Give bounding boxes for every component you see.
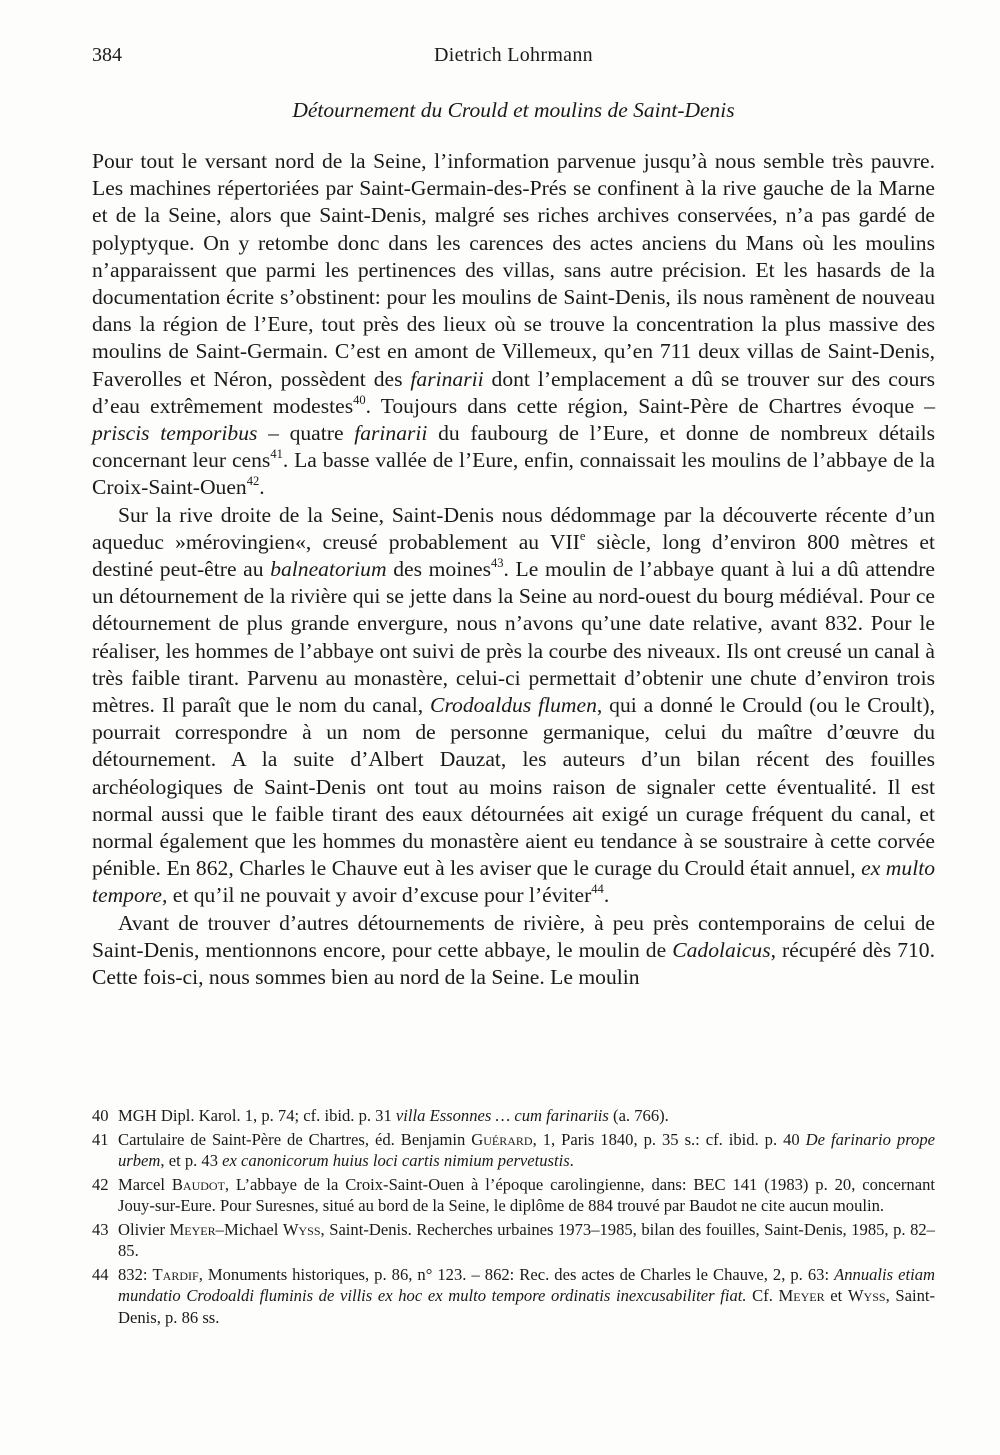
- footnote-44: [92, 1264, 935, 1329]
- footnote-number: 41: [92, 1129, 109, 1149]
- text-span: MGH Dipl. Karol. 1, p. 74; cf. ibid. p. 31: [118, 1106, 396, 1125]
- author-name: Meyer: [778, 1286, 825, 1305]
- text-span: , et p. 43: [160, 1151, 223, 1170]
- author-name: Guérard: [471, 1129, 533, 1149]
- ordinal-superscript: e: [579, 528, 586, 543]
- footnote-40: [92, 1105, 935, 1127]
- footnote-42: [92, 1174, 935, 1217]
- footnote-number: 43: [92, 1219, 109, 1239]
- footnote-text: [118, 1219, 935, 1262]
- text-span: du faubourg de l’Eure, et donne de nombreux détails concernant leur cens: [92, 421, 935, 473]
- text-span: Cartulaire de Saint-Père de Chartres, éd. Benjamin: [118, 1129, 472, 1149]
- text-span: .: [259, 475, 265, 500]
- italic-term: De farinario prope urbem: [118, 1129, 935, 1170]
- text-span: , Monuments historiques, p. 86, n° 123. – 862: Rec. des actes de Charles le Chauve, 2, p. 63:: [198, 1264, 835, 1284]
- italic-term: Cadolaicus: [672, 937, 771, 962]
- text-span: .: [569, 1151, 574, 1170]
- text-span: (a. 766).: [608, 1106, 669, 1125]
- page-number: 384: [92, 44, 122, 66]
- text-span: Marcel: [118, 1174, 172, 1194]
- text-span: Avant de trouver d’autres détournements de rivière, à peu près contemporains de celui de Saint-Denis, mentionnons encore, pour cette abbaye, le moulin de: [92, 910, 935, 962]
- text-span: , Saint-Denis. Recherches urbaines 1973–1985, bilan des fouilles, Saint-Denis, 1985, p. 82–85.: [118, 1219, 935, 1260]
- footnote-number: 42: [92, 1174, 109, 1194]
- text-span: et qu’il ne pouvait y avoir d’excuse pour l’éviter: [167, 883, 592, 908]
- author-name: Wyss: [847, 1286, 886, 1305]
- author-name: Baudot: [171, 1174, 225, 1194]
- italic-term: Annualis etiam mundatio Crodoaldi fluminis de villis ex hoc ex multo tempore ordinatis inexcusabiliter fiat.: [118, 1264, 935, 1305]
- footnote-text: [118, 1174, 935, 1217]
- footnotes: [92, 1105, 935, 1330]
- footnote-text: [118, 1105, 935, 1127]
- text-span: . Le moulin de l’abbaye quant à lui a dû attendre un détournement de la rivière qui se jette dans la Seine au nord-ouest du bourg médiéval. Pour ce détournement de plus grande envergure, nous n’avons qu’une date relative, avant 832. Pour le réaliser, les hommes de l’abbaye ont suivi de près la courbe des niveaux. Ils ont creusé un canal à très faible tirant. Parvenu au monastère, celui-ci permettait d’obtenir une chute d’environ trois mètres. Il paraît que le nom du canal,: [92, 557, 935, 718]
- running-head-author: Dietrich Lohrmann: [434, 44, 593, 66]
- text-span: , qui a donné le Crould (ou le Croult), pourrait correspondre à un nom de personne germanique, celui du maître d’œuvre du détournement. A la suite d’Albert Dauzat, les auteurs d’un bilan récent des fouilles archéologiques de Saint-Denis ont tout au moins raison de signaler cette éventualité. Il est normal aussi que le faible tirant des eaux détournées ait exigé un curage fréquent du canal, et normal également que les hommes du monastère aient eu tendance à se soustraire à cette corvée pénible. En 862, Charles le Chauve eut à les aviser que le curage du Crould était annuel,: [92, 693, 935, 881]
- text-span: siècle, long d’environ 800 mètres et destiné peut-être au: [92, 529, 935, 582]
- footnote-text: [118, 1264, 935, 1329]
- italic-term: priscis temporibus: [92, 421, 258, 446]
- footnote-ref-40[interactable]: 40: [353, 392, 366, 407]
- italic-term: ex canonicorum huius loci cartis nimium pervetustis: [222, 1151, 570, 1170]
- text-span: – quatre: [257, 421, 355, 446]
- text-span: .: [603, 883, 610, 908]
- italic-term: villa Essonnes … cum farinariis: [395, 1106, 609, 1125]
- text-span: 832:: [118, 1264, 153, 1284]
- paragraph-1: [92, 148, 935, 502]
- text-span: Sur la rive droite de la Seine, Saint-Denis nous dédommage par la découverte récente d’un aqueduc »mérovingien«, creusé probablement au VII: [92, 502, 935, 554]
- italic-term: farinarii: [410, 366, 484, 391]
- author-name: Tardif: [152, 1264, 199, 1284]
- text-span: . La basse vallée de l’Eure, enfin, connaissait les moulins de l’abbaye de la Croix-Saint-Ouen: [92, 448, 935, 500]
- footnote-number: 44: [92, 1264, 109, 1284]
- author-name: Meyer: [169, 1219, 216, 1239]
- author-name: Wyss: [282, 1219, 321, 1239]
- footnote-ref-43[interactable]: 43: [491, 556, 504, 571]
- footnote-text: [118, 1129, 935, 1172]
- italic-term: farinarii: [354, 421, 428, 446]
- text-span: dont l’emplacement a dû se trouver sur des cours d’eau extrêmement modestes: [92, 366, 935, 418]
- text-span: . Toujours dans cette région, Saint-Père de Chartres évoque –: [365, 393, 935, 418]
- text-span: , Saint-Denis, p. 86 ss.: [118, 1286, 935, 1327]
- footnote-number: 40: [92, 1106, 109, 1125]
- footnote-ref-41[interactable]: 41: [270, 447, 283, 462]
- text-span: Pour tout le versant nord de la Seine, l’information parvenue jusqu’à nous semble très pauvre. Les machines répertoriées par Saint-Germain-des-Prés se confinent à la rive gauche de la Marne et de la Seine, alors que Saint-Denis, malgré ses riches archives conservées, n’a pas gardé de polyptyque. On y retombe donc dans les carences des actes anciens du Mans où les moulins n’apparaissent que parmi les pertinences des villas, sans autre précision. Et les hasards de la documentation écrite s’obstinent: pour les moulins de Saint-Denis, ils nous ramènent de nouveau dans la région de l’Eure, tout près des lieux où se trouve la concentration la plus massive des moulins de Saint-Germain. C’est en amont de Villemeux, qu’en 711 deux villas de Saint-Denis, Faverolles et Néron, possèdent des: [92, 149, 935, 391]
- text-span: , récupéré dès 710. Cette fois-ci, nous sommes bien au nord de la Seine. Le moulin: [92, 937, 935, 990]
- paragraph-3: [92, 910, 935, 992]
- body-text: [92, 148, 935, 991]
- section-title: Détournement du Crould et moulins de Saint-Denis: [292, 98, 735, 122]
- text-span: et: [824, 1286, 848, 1305]
- page-header: [92, 44, 935, 76]
- footnote-41: [92, 1129, 935, 1172]
- footnote-ref-42[interactable]: 42: [246, 474, 260, 489]
- text-span: , 1, Paris 1840, p. 35 s.: cf. ibid. p. 40: [532, 1129, 806, 1149]
- italic-term: ex multo tempore,: [92, 856, 935, 908]
- text-span: Olivier: [118, 1219, 170, 1239]
- text-span: Cf.: [746, 1286, 779, 1305]
- text-span: , L’abbaye de la Croix-Saint-Ouen à l’époque carolingienne, dans: BEC 141 (1983) p. 20, concernant Jouy-sur-Eure. Pour Suresnes, situé au bord de la Seine, le diplôme de 884 trouvé par Baudot ne cite aucun moulin.: [118, 1174, 935, 1215]
- italic-term: Crodoaldus flumen: [430, 693, 597, 718]
- footnote-ref-44[interactable]: 44: [591, 882, 604, 897]
- paragraph-2: [92, 502, 935, 910]
- italic-term: balneatorium: [270, 557, 387, 582]
- footnote-43: [92, 1219, 935, 1262]
- text-span: des moines: [386, 557, 491, 582]
- text-span: –Michael: [215, 1219, 283, 1239]
